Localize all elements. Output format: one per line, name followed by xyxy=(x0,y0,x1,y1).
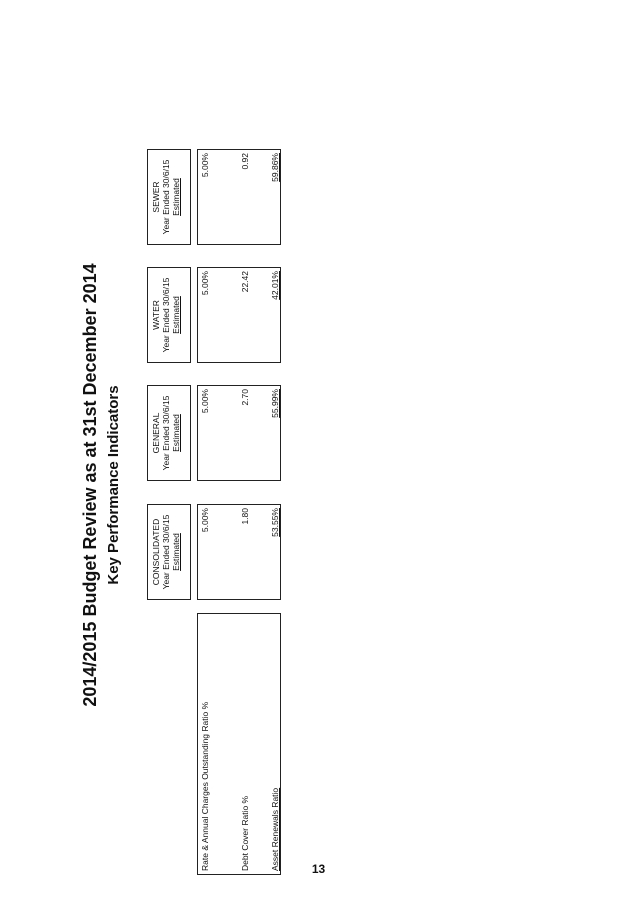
column-values-water xyxy=(197,267,281,363)
row-label-rate-charges: Rate & Annual Charges Outstanding Ratio % xyxy=(200,701,210,871)
value-cell: 5.00% xyxy=(200,271,210,296)
value-cell: 0.92 xyxy=(240,153,250,170)
column-name: WATER xyxy=(151,300,161,330)
value-cell: 59.86% xyxy=(270,153,280,182)
column-name: GENERAL xyxy=(151,412,161,454)
column-basis: Estimated xyxy=(171,296,181,334)
kpi-page-rotated xyxy=(77,95,292,875)
column-period: Year Ended 30/6/15 xyxy=(161,159,171,235)
value-cell: 5.00% xyxy=(200,508,210,533)
column-values-sewer xyxy=(197,149,281,245)
value-cell: 42.01% xyxy=(270,271,280,300)
value-cell: 5.00% xyxy=(200,153,210,178)
column-header-general xyxy=(147,385,191,481)
column-values-general xyxy=(197,385,281,481)
column-basis: Estimated xyxy=(171,414,181,452)
column-header-sewer xyxy=(147,149,191,245)
row-labels-box xyxy=(197,613,281,875)
column-basis: Estimated xyxy=(171,178,181,216)
column-values-consolidated xyxy=(197,504,281,600)
value-cell: 1.80 xyxy=(240,508,250,525)
column-name: SEWER xyxy=(151,181,161,213)
column-period: Year Ended 30/6/15 xyxy=(161,514,171,590)
column-header-consolidated xyxy=(147,504,191,600)
column-header-water xyxy=(147,267,191,363)
page-subtitle: Key Performance Indicators xyxy=(105,385,122,585)
column-period: Year Ended 30/6/15 xyxy=(161,395,171,471)
value-cell: 55.99% xyxy=(270,389,280,418)
page-title: 2014/2015 Budget Review as at 31st December 2014 xyxy=(80,263,100,707)
value-cell: 53.55% xyxy=(270,508,280,537)
column-basis: Estimated xyxy=(171,533,181,571)
row-label-debt-cover: Debt Cover Ratio % xyxy=(240,795,250,871)
value-cell: 2.70 xyxy=(240,389,250,406)
value-cell: 5.00% xyxy=(200,389,210,414)
column-period: Year Ended 30/6/15 xyxy=(161,277,171,353)
page-number: 13 xyxy=(311,862,326,876)
row-label-asset-renewals: Asset Renewals Ratio xyxy=(270,787,280,871)
value-cell: 22.42 xyxy=(240,271,250,293)
column-name: CONSOLIDATED xyxy=(151,518,161,586)
